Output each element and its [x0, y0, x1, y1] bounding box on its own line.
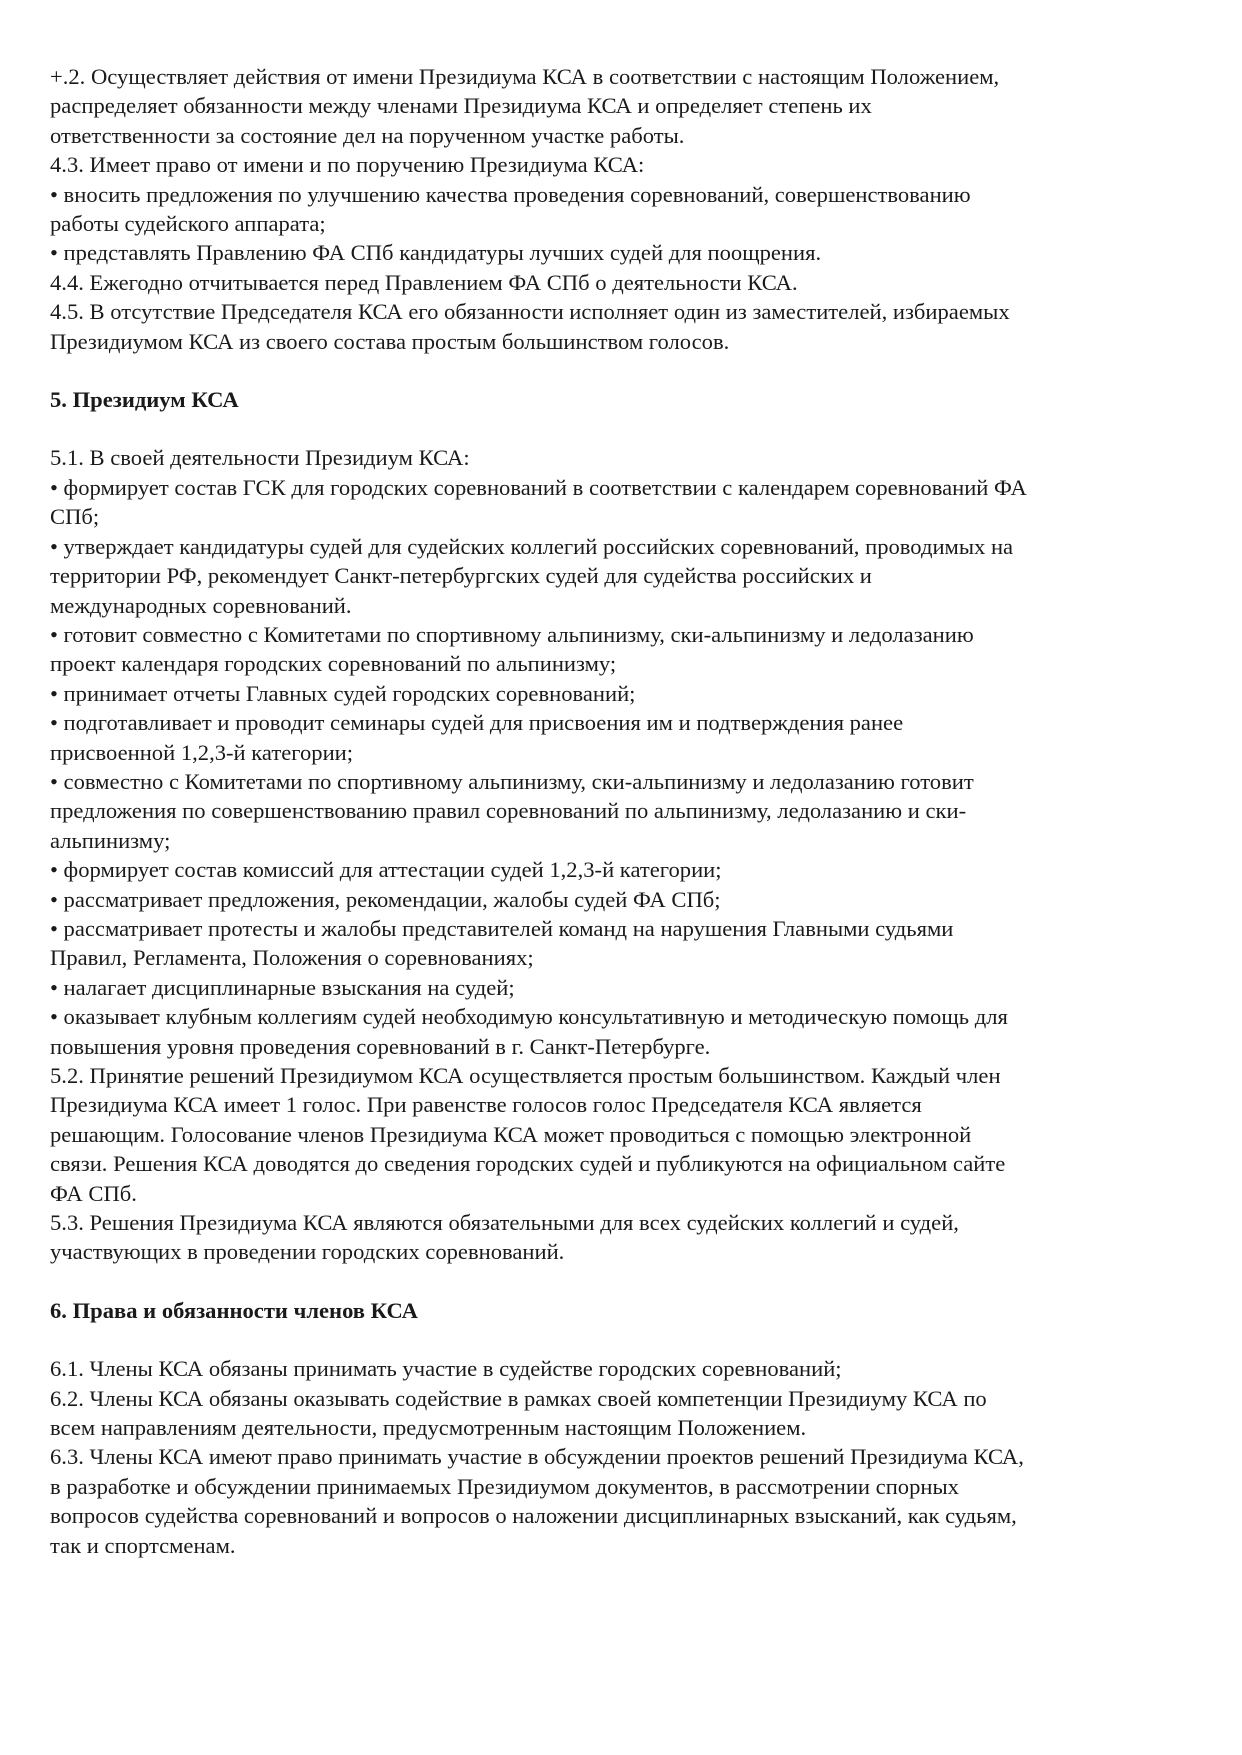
text-line: альпинизму; — [50, 827, 171, 853]
section-5-body — [50, 443, 1180, 1266]
text-line: 5.3. Решения Президиума КСА являются обязательными для всех судейских коллегий и судей, — [50, 1210, 959, 1236]
text-line: территории РФ, рекомендует Санкт-петербургских судей для судейства российских и — [50, 563, 872, 589]
text-line: • подготавливает и проводит семинары судей для присвоения им и подтверждения ранее — [50, 710, 904, 736]
text-line: • рассматривает протесты и жалобы представителей команд на нарушения Главными судьями — [50, 915, 954, 941]
text-line: • формирует состав ГСК для городских соревнований в соответствии с календарем соревнований ФА — [50, 474, 1027, 500]
text-line: 6.1. Члены КСА обязаны принимать участие в судействе городских соревнований; — [50, 1356, 842, 1382]
text-line: связи. Решения КСА доводятся до сведения городских судей и публикуются на официальном сайте — [50, 1151, 1006, 1177]
text-line: ответственности за состояние дел на порученном участке работы. — [50, 122, 685, 148]
text-line: распределяет обязанности между членами Президиума КСА и определяет степень их — [50, 93, 872, 119]
text-line: всем направлениям деятельности, предусмотренным настоящим Положением. — [50, 1415, 807, 1441]
text-line: • оказывает клубным коллегиям судей необходимую консультативную и методическую помощь для — [50, 1004, 1008, 1030]
text-line: повышения уровня проведения соревнований в г. Санкт-Петербурге. — [50, 1033, 711, 1059]
text-line: • рассматривает предложения, рекомендации, жалобы судей ФА СПб; — [50, 886, 721, 912]
section-6-body — [50, 1354, 1180, 1560]
text-line: • совместно с Комитетами по спортивному альпинизму, ски-альпинизму и ледолазанию готовит — [50, 768, 974, 794]
text-line: • налагает дисциплинарные взыскания на судей; — [50, 974, 515, 1000]
text-line: 4.3. Имеет право от имени и по поручению Президиума КСА: — [50, 152, 645, 178]
text-line: ФА СПб. — [50, 1180, 137, 1206]
section-4-continuation — [50, 62, 1180, 356]
text-line: 4.4. Ежегодно отчитывается перед Правлением ФА СПб о деятельности КСА. — [50, 269, 798, 295]
text-line: Правил, Регламента, Положения о соревнованиях; — [50, 945, 534, 971]
text-line: 6.3. Члены КСА имеют право принимать участие в обсуждении проектов решений Президиума КСА, — [50, 1444, 1024, 1470]
text-line: • формирует состав комиссий для аттестации судей 1,2,3-й категории; — [50, 857, 722, 883]
text-line: вопросов судейства соревнований и вопросов о наложении дисциплинарных взысканий, как судьям, — [50, 1503, 1017, 1529]
text-line: СПб; — [50, 504, 100, 530]
text-line: предложения по совершенствованию правил соревнований по альпинизму, ледолазанию и ски- — [50, 798, 967, 824]
text-line: решающим. Голосование членов Президиума КСА может проводиться с помощью электронной — [50, 1121, 972, 1147]
text-line: так и спортсменам. — [50, 1532, 236, 1558]
text-line: международных соревнований. — [50, 592, 352, 618]
text-line: участвующих в проведении городских соревнований. — [50, 1239, 565, 1265]
text-line: 5.1. В своей деятельности Президиум КСА: — [50, 445, 470, 471]
text-line: в разработке и обсуждении принимаемых Президиумом документов, в рассмотрении спорных — [50, 1473, 959, 1499]
section-6-heading: 6. Права и обязанности членов КСА — [50, 1297, 418, 1323]
text-line: работы судейского аппарата; — [50, 211, 326, 237]
text-line: • готовит совместно с Комитетами по спортивному альпинизму, ски-альпинизму и ледолазанию — [50, 621, 974, 647]
text-line: 4.5. В отсутствие Председателя КСА его обязанности исполняет один из заместителей, избираемых — [50, 299, 1010, 325]
section-5-heading: 5. Президиум КСА — [50, 387, 239, 413]
text-line: Президиума КСА имеет 1 голос. При равенстве голосов голос Председателя КСА является — [50, 1092, 922, 1118]
text-line: присвоенной 1,2,3-й категории; — [50, 739, 354, 765]
text-line: • представлять Правлению ФА СПб кандидатуры лучших судей для поощрения. — [50, 240, 822, 266]
text-line: +.2. Осуществляет действия от имени Президиума КСА в соответствии с настоящим Положением, — [50, 64, 1000, 89]
text-line: 6.2. Члены КСА обязаны оказывать содействие в рамках своей компетенции Президиуму КСА по — [50, 1385, 987, 1411]
document-page — [50, 62, 1180, 1560]
text-line: 5.2. Принятие решений Президиумом КСА осуществляется простым большинством. Каждый член — [50, 1063, 1001, 1088]
text-line: • утверждает кандидатуры судей для судейских коллегий российских соревнований, проводимых на — [50, 533, 1014, 559]
text-line: Президиумом КСА из своего состава простым большинством голосов. — [50, 328, 730, 354]
text-line: проект календаря городских соревнований по альпинизму; — [50, 651, 617, 677]
text-line: • принимает отчеты Главных судей городских соревнований; — [50, 680, 636, 706]
text-line: • вносить предложения по улучшению качества проведения соревнований, совершенствованию — [50, 181, 971, 207]
